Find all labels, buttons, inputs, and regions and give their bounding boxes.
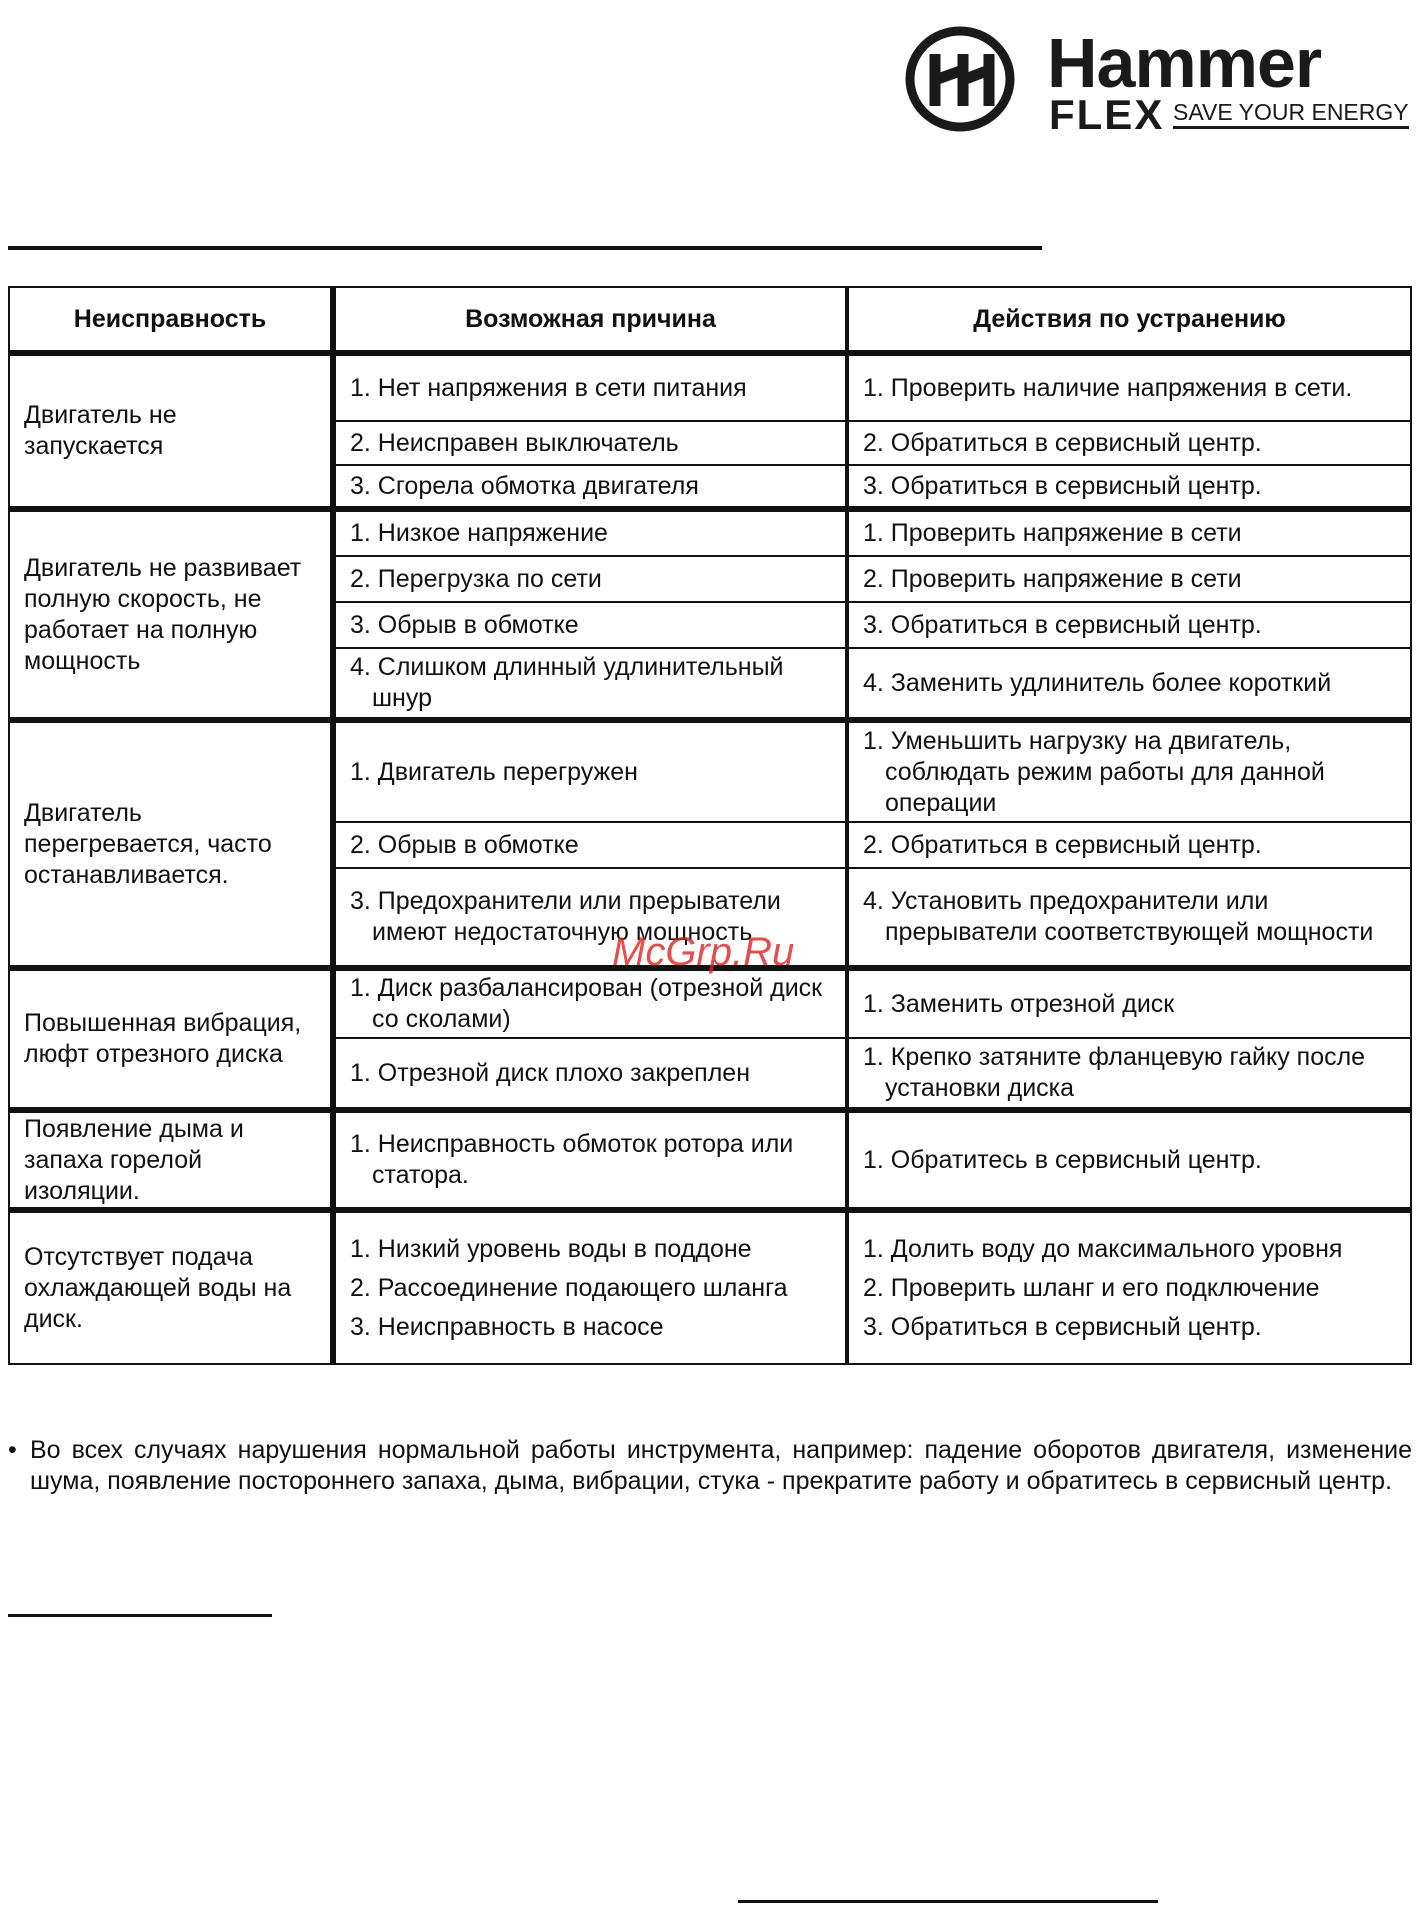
cause-cell: 1. Нет напряжения в сети питания (333, 353, 847, 421)
brand-line: FLEX (1049, 91, 1165, 138)
cause-item: 2. Рассоединение подающего шланга (350, 1273, 788, 1302)
cause-text: 4. Слишком длинный удлинительный шнур (350, 653, 784, 712)
section-rule-short (8, 1614, 272, 1617)
section-title-rule (8, 246, 1042, 250)
action-item: 3. Обратиться в сервисный центр. (863, 1312, 1262, 1341)
fault-group-2 (9, 509, 1411, 720)
hammer-flex-logo (905, 24, 1409, 138)
cause-cell (333, 1110, 847, 1210)
note-text: Во всех случаях нарушения нормальной работы инструмента, например: падение оборотов двигателя, изменение шума, появление постороннего запаха, дыма, вибрации, стука - прекратите работу и обратитесь в сервисный центр. (30, 1436, 1412, 1495)
cause-cell: 3. Сгорела обмотка двигателя (333, 465, 847, 509)
cause-cell (333, 648, 847, 720)
action-cell: 1. Заменить отрезной диск (847, 968, 1411, 1038)
header-action: Действия по устранению (847, 287, 1411, 353)
cause-list-cell (333, 1210, 847, 1364)
action-cell: 1. Проверить наличие напряжения в сети. (847, 353, 1411, 421)
troubleshooting-table (8, 286, 1412, 1365)
table-row (9, 353, 1411, 421)
service-note (8, 1435, 1412, 1497)
table-row (9, 720, 1411, 822)
hammer-emblem-icon (905, 24, 1025, 134)
watermark: McGrp.Ru (612, 930, 795, 974)
fault-group-5 (9, 1110, 1411, 1210)
brand-tagline: SAVE YOUR ENERGY (1173, 98, 1409, 129)
header-fault: Неисправность (9, 287, 333, 353)
action-cell (847, 868, 1411, 968)
fault-cell: Двигатель перегревается, часто останавливается. (9, 720, 333, 968)
action-text: 4. Установить предохранители или прерыватели соответствующей мощности (863, 887, 1374, 946)
cause-cell: 3. Обрыв в обмотке (333, 602, 847, 648)
cause-text: 1. Диск разбалансирован (отрезной диск со сколами) (350, 974, 823, 1033)
action-cell: 2. Обратиться в сервисный центр. (847, 421, 1411, 465)
fault-cell: Повышенная вибрация, люфт отрезного диска (9, 968, 333, 1110)
cause-cell: 2. Неисправен выключатель (333, 421, 847, 465)
header-cause: Возможная причина (333, 287, 847, 353)
cause-cell: 2. Обрыв в обмотке (333, 822, 847, 868)
action-text: 1. Уменьшить нагрузку на двигатель, соблюдать режим работы для данной операции (863, 726, 1325, 817)
cause-text: 3. Предохранители или прерыватели имеют недостаточную мощность (350, 887, 781, 946)
action-cell: 2. Проверить напряжение в сети (847, 556, 1411, 602)
action-list-cell (847, 1210, 1411, 1364)
table-row (9, 1110, 1411, 1210)
fault-cell: Отсутствует подача охлаждающей воды на диск. (9, 1210, 333, 1364)
cause-cell: 1. Двигатель перегружен (333, 720, 847, 822)
fault-group-1 (9, 353, 1411, 509)
action-cell: 4. Заменить удлинитель более короткий (847, 648, 1411, 720)
brand-name: Hammer (1047, 24, 1322, 102)
fault-cell: Появление дыма и запаха горелой изоляции. (9, 1110, 333, 1210)
cause-cell: 1. Низкое напряжение (333, 509, 847, 556)
fault-group-6 (9, 1210, 1411, 1364)
cause-item: 1. Низкий уровень воды в поддоне (350, 1234, 752, 1263)
action-cell: 1. Обратитесь в сервисный центр. (847, 1110, 1411, 1210)
cause-cell: 2. Перегрузка по сети (333, 556, 847, 602)
action-item: 1. Долить воду до максимального уровня (863, 1234, 1343, 1263)
action-cell: 2. Обратиться в сервисный центр. (847, 822, 1411, 868)
footer-rule (738, 1900, 1158, 1903)
action-text: 1. Крепко затяните фланцевую гайку после установки диска (863, 1043, 1366, 1102)
action-cell (847, 720, 1411, 822)
cause-cell: 1. Отрезной диск плохо закреплен (333, 1038, 847, 1110)
cause-cell (333, 968, 847, 1038)
cause-item: 3. Неисправность в насосе (350, 1312, 664, 1341)
cause-text: 1. Неисправность обмоток ротора или статора. (350, 1130, 794, 1189)
table-row (9, 968, 1411, 1038)
action-item: 2. Проверить шланг и его подключение (863, 1273, 1320, 1302)
action-cell: 3. Обратиться в сервисный центр. (847, 602, 1411, 648)
fault-cell: Двигатель не развивает полную скорость, не работает на полную мощность (9, 509, 333, 720)
table-row (9, 509, 1411, 556)
bullet-icon: • (8, 1436, 17, 1464)
action-cell (847, 1038, 1411, 1110)
table-row (9, 1210, 1411, 1364)
table-header-row (9, 287, 1411, 353)
action-cell: 3. Обратиться в сервисный центр. (847, 465, 1411, 509)
fault-cell: Двигатель не запускается (9, 353, 333, 509)
fault-group-4 (9, 968, 1411, 1110)
action-cell: 1. Проверить напряжение в сети (847, 509, 1411, 556)
